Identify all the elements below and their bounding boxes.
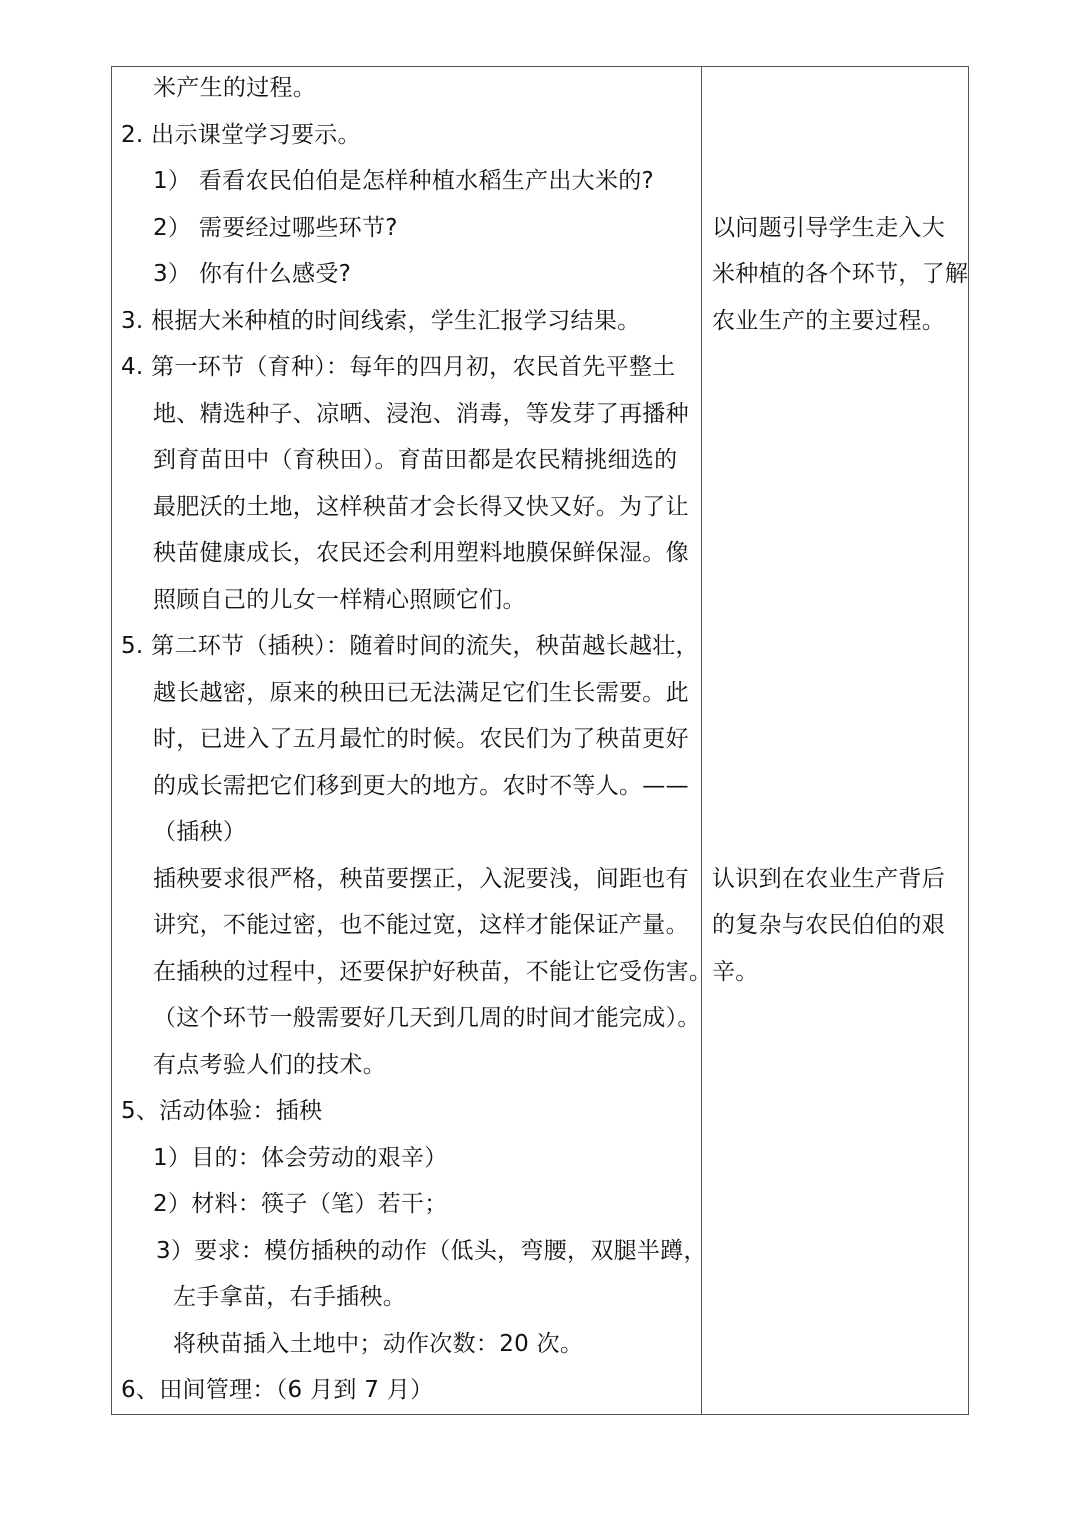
text-line: 秧苗健康成长，农民还会利用塑料地膜保鲜保湿。像: [153, 540, 689, 566]
text-line: 米产生的过程。: [153, 75, 317, 101]
text-line: 有点考验人们的技术。: [153, 1052, 386, 1078]
text-line: 6、田间管理：（6 月到 7 月）: [121, 1377, 434, 1403]
text-line: 越长越密，原来的秧田已无法满足它们生长需要。此: [153, 680, 689, 706]
text-line: 1）目的：体会劳动的艰辛）: [153, 1145, 448, 1171]
text-line: 2）材料：筷子（笔）若干；: [153, 1191, 448, 1217]
text-line: 照顾自己的儿女一样精心照顾它们。: [153, 587, 526, 613]
text-line: 2. 出示课堂学习要示。: [121, 122, 361, 148]
text-line: 插秧要求很严格，秧苗要摆正，入泥要浅，间距也有: [153, 866, 689, 892]
note-line: 辛。: [712, 959, 759, 985]
text-line: 2） 需要经过哪些环节?: [153, 215, 398, 241]
text-line: 3）要求：模仿插秧的动作（低头，弯腰，双腿半蹲，: [156, 1238, 707, 1264]
text-line: 将秧苗插入土地中；动作次数：20 次。: [173, 1331, 584, 1357]
text-line: 地、精选种子、凉晒、浸泡、消毒，等发芽了再播种: [153, 401, 689, 427]
note-line: 以问题引导学生走入大: [712, 215, 945, 241]
text-line: 5、活动体验：插秧: [121, 1098, 323, 1124]
text-line: 4. 第一环节（育种）：每年的四月初，农民首先平整土: [121, 354, 676, 380]
column-divider: [701, 67, 702, 1414]
text-line: 3. 根据大米种植的时间线索，学生汇报学习结果。: [121, 308, 641, 334]
note-line: 的复杂与农民伯伯的艰: [712, 912, 945, 938]
note-line: 认识到在农业生产背后: [712, 866, 945, 892]
text-line: 时，已进入了五月最忙的时候。农民们为了秧苗更好: [153, 726, 689, 752]
note-line: 米种植的各个环节，了解: [712, 261, 969, 287]
text-line: 的成长需把它们移到更大的地方。农时不等人。——: [153, 773, 689, 799]
text-line: 1） 看看农民伯伯是怎样种植水稻生产出大米的?: [153, 168, 655, 194]
text-line: 讲究，不能过密，也不能过宽，这样才能保证产量。: [153, 912, 689, 938]
text-line: 最肥沃的土地，这样秧苗才会长得又快又好。为了让: [153, 494, 689, 520]
text-line: （这个环节一般需要好几天到几周的时间才能完成）。: [153, 1005, 701, 1031]
note-line: 农业生产的主要过程。: [712, 308, 945, 334]
text-line: 5. 第二环节（插秧）：随着时间的流失，秧苗越长越壮，: [121, 633, 699, 659]
text-line: 3） 你有什么感受?: [153, 261, 352, 287]
text-line: 在插秧的过程中，还要保护好秧苗，不能让它受伤害。: [153, 959, 713, 985]
text-line: 左手拿苗，右手插秧。: [173, 1284, 406, 1310]
text-line: （插秧）: [153, 819, 247, 845]
text-line: 到育苗田中（育秧田）。育苗田都是农民精挑细选的: [153, 447, 678, 473]
